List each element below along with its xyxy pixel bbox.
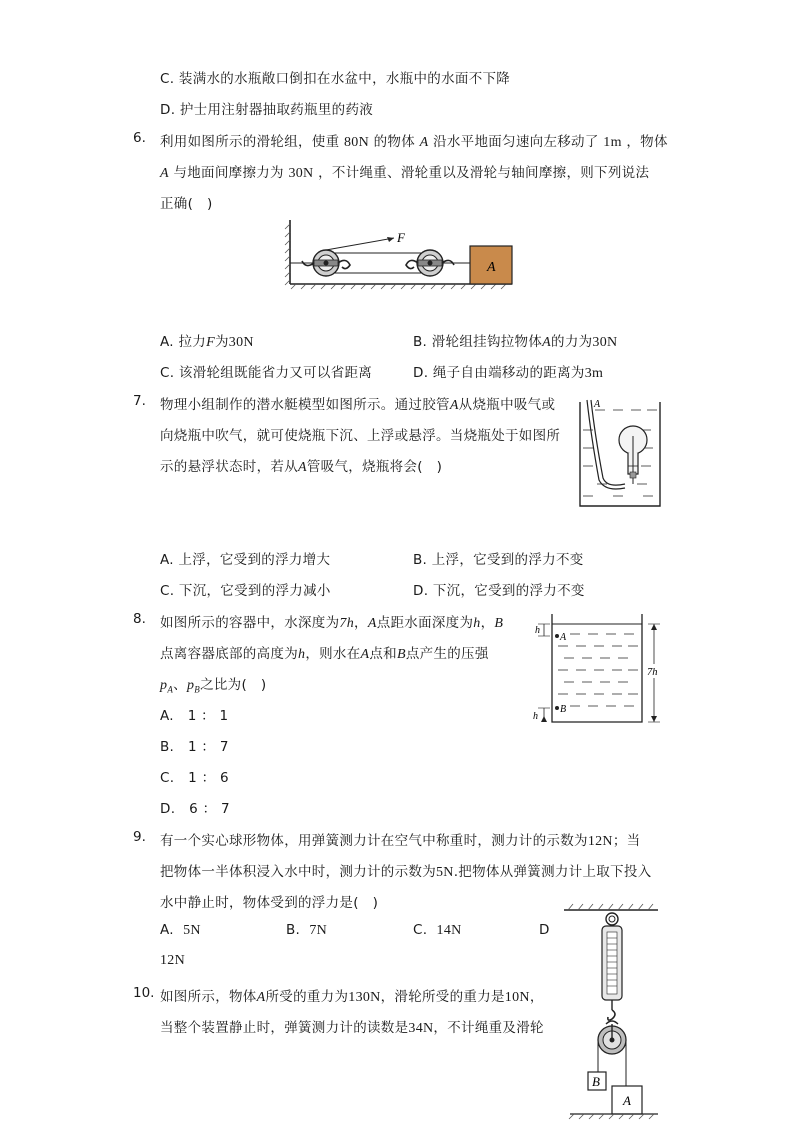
text: 点距水面深度为 bbox=[376, 615, 474, 631]
text: ， bbox=[480, 615, 495, 631]
q8-option-c: C. 1 ： 6 bbox=[160, 770, 229, 786]
text: 点产生的压强 bbox=[405, 646, 489, 662]
variable: A bbox=[367, 616, 377, 631]
force-label-F: F bbox=[397, 230, 405, 245]
q9-stem-line2 bbox=[160, 860, 652, 881]
quantity: 30N bbox=[592, 335, 618, 350]
text: 之比为( ) bbox=[200, 677, 267, 693]
quantity: 12N bbox=[587, 834, 613, 849]
text: 管吸气，烧瓶将会( ) bbox=[306, 459, 443, 475]
q10-stem-line1 bbox=[160, 985, 544, 1006]
water-lines bbox=[558, 634, 638, 706]
block-A-label: A bbox=[623, 1093, 631, 1108]
text: A. 拉力 bbox=[160, 334, 207, 350]
variable: B bbox=[396, 647, 406, 662]
q7-submarine-figure bbox=[577, 396, 663, 510]
q7-stem-line1 bbox=[160, 393, 555, 414]
variable: A bbox=[449, 398, 459, 413]
q5-option-c: C. 装满水的水瓶敞口倒扣在水盆中，水瓶中的水面不下降 bbox=[160, 71, 511, 87]
7h-label: 7h bbox=[647, 667, 658, 678]
text: 有一个实心球形物体，用弹簧测力计在空气中称重时，测力计的示数为 bbox=[160, 833, 588, 849]
point-A-label: A bbox=[560, 632, 567, 643]
q8-option-a: A. 1 ： 1 bbox=[160, 708, 229, 724]
q8-number: 8. bbox=[133, 611, 146, 627]
q7-number: 7. bbox=[133, 393, 146, 409]
text: 沿水平地面匀速向左移动了 bbox=[433, 134, 599, 150]
block-B-label: B bbox=[592, 1074, 600, 1089]
q9-stem-line3: 水中静止时，物体受到的浮力是( ) bbox=[160, 895, 379, 911]
text: ， bbox=[529, 989, 544, 1005]
quantity: 1m bbox=[603, 135, 622, 150]
text: B. 滑轮组挂钩拉物体 bbox=[413, 334, 543, 350]
q9-option-d-value: 12N bbox=[160, 953, 186, 968]
point-B bbox=[555, 706, 559, 710]
variable: 7h bbox=[339, 616, 355, 631]
text: 的物体 bbox=[373, 134, 416, 150]
ceiling-hatching bbox=[568, 904, 653, 910]
variable: p bbox=[186, 678, 195, 693]
text: 如图所示的容器中，水深度为 bbox=[160, 615, 340, 631]
text: ，不计绳重及滑轮 bbox=[433, 1020, 544, 1036]
h-top-label: h bbox=[535, 625, 540, 636]
text: D. 绳子自由端移动的距离为 bbox=[413, 365, 585, 381]
q9-number: 9. bbox=[133, 829, 146, 845]
free-rope bbox=[326, 238, 394, 250]
text: 物理小组制作的潜水艇模型如图所示。通过胶管 bbox=[160, 397, 450, 413]
q6-option-c: C. 该滑轮组既能省力又可以省距离 bbox=[160, 365, 373, 381]
q8-stem-line1 bbox=[160, 611, 503, 632]
text: 利用如图所示的滑轮组，使重 bbox=[160, 134, 340, 150]
text: 点和 bbox=[369, 646, 397, 662]
q9-stem-line1 bbox=[160, 829, 640, 850]
quantity: 30N bbox=[288, 166, 314, 181]
q8-stem-line3 bbox=[160, 673, 266, 695]
q7-option-d: D. 下沉，它受到的浮力不变 bbox=[413, 583, 585, 599]
q7-option-c: C. 下沉，它受到的浮力减小 bbox=[160, 583, 331, 599]
variable: A bbox=[298, 460, 307, 475]
variable: h bbox=[473, 616, 481, 631]
text: ，滑轮所受的重力是 bbox=[380, 989, 505, 1005]
q6-pulley-figure bbox=[284, 216, 516, 290]
quantity: 5N bbox=[436, 865, 454, 880]
variable: F bbox=[206, 335, 215, 350]
q10-stem-line2 bbox=[160, 1016, 544, 1037]
text: ，则水在 bbox=[305, 646, 361, 662]
text: 如图所示，物体 bbox=[160, 989, 257, 1005]
quantity: 5N bbox=[183, 923, 201, 938]
text: 所受的重力为 bbox=[265, 989, 349, 1005]
variable: B bbox=[494, 616, 504, 631]
text: .把物体从弹簧测力计上取下投入 bbox=[453, 864, 652, 880]
quantity: 7N bbox=[309, 923, 328, 938]
q7-stem-line3 bbox=[160, 455, 442, 476]
text: A. bbox=[160, 922, 174, 938]
text: 、 bbox=[173, 677, 187, 693]
q8-container-figure bbox=[530, 612, 666, 726]
block-A-label: A bbox=[487, 260, 496, 275]
q6-option-b bbox=[413, 330, 617, 351]
text: 与地面间摩擦力为 bbox=[173, 165, 284, 181]
q10-number: 10. bbox=[133, 985, 155, 1001]
text: 当整个装置静止时，弹簧测力计的读数是 bbox=[160, 1020, 409, 1036]
variable: h bbox=[298, 647, 306, 662]
text: ，不计绳重、滑轮重以及滑轮与轴间摩擦，则下列说法 bbox=[318, 165, 650, 181]
variable: A bbox=[256, 990, 266, 1005]
q6-stem-line1 bbox=[160, 130, 668, 151]
text: 点离容器底部的高度为 bbox=[160, 646, 298, 662]
text: ，物体 bbox=[626, 134, 668, 150]
q5-option-d: D. 护士用注射器抽取药瓶里的药液 bbox=[160, 102, 374, 118]
quantity: 130N bbox=[348, 990, 381, 1005]
text: 示的悬浮状态时，若从 bbox=[160, 459, 298, 475]
quantity: 3m bbox=[584, 366, 604, 381]
q6-option-a bbox=[160, 330, 254, 351]
hook-icon bbox=[608, 1010, 615, 1020]
quantity: 10N bbox=[504, 990, 530, 1005]
variable: A bbox=[542, 335, 552, 350]
subscript: A bbox=[167, 684, 174, 695]
subscript: B bbox=[194, 684, 201, 695]
q7-stem-line2: 向烧瓶中吹气，就可使烧瓶下沉、上浮或悬浮。当烧瓶处于如图所 bbox=[160, 428, 561, 444]
q10-spring-scale-figure bbox=[560, 900, 662, 1120]
text: 把物体一半体积浸入水中时，测力计的示数为 bbox=[160, 864, 436, 880]
quantity: 30N bbox=[228, 335, 254, 350]
tank bbox=[580, 402, 660, 506]
text: ， bbox=[354, 615, 368, 631]
q9-option-b bbox=[286, 922, 327, 939]
quantity: 34N bbox=[408, 1021, 434, 1036]
q8-option-d: D. 6 ： 7 bbox=[160, 801, 230, 817]
floor-hatching bbox=[569, 1114, 654, 1119]
point-B-label: B bbox=[560, 704, 567, 715]
point-A bbox=[555, 634, 559, 638]
variable: A bbox=[360, 647, 370, 662]
q8-option-b: B. 1 ： 7 bbox=[160, 739, 229, 755]
text: B. bbox=[286, 922, 301, 938]
q6-option-d bbox=[413, 361, 603, 382]
q7-option-b: B. 上浮，它受到的浮力不变 bbox=[413, 552, 584, 568]
variable: A bbox=[419, 135, 429, 150]
text: 为 bbox=[214, 334, 229, 350]
q9-option-a bbox=[160, 922, 201, 939]
q6-stem-line3: 正确( ) bbox=[160, 196, 213, 212]
text: C. bbox=[413, 922, 428, 938]
variable: p bbox=[160, 678, 168, 693]
h-bottom-label: h bbox=[533, 711, 538, 722]
variable: A bbox=[160, 166, 169, 181]
q8-stem-line2 bbox=[160, 642, 489, 663]
quantity: 14N bbox=[436, 923, 462, 938]
pulley bbox=[598, 1021, 626, 1054]
q7-option-a: A. 上浮，它受到的浮力增大 bbox=[160, 552, 331, 568]
q6-stem-line2 bbox=[160, 161, 649, 182]
text: ；当 bbox=[612, 833, 641, 849]
quantity: 80N bbox=[344, 135, 370, 150]
spring-scale bbox=[602, 926, 622, 1020]
q9-option-c bbox=[413, 922, 462, 939]
tube-A-label: A bbox=[594, 399, 601, 410]
top-ring bbox=[606, 913, 618, 925]
text: 的力为 bbox=[551, 334, 593, 350]
text: 从烧瓶中吸气或 bbox=[458, 397, 556, 413]
flask bbox=[619, 426, 647, 484]
q6-number: 6. bbox=[133, 130, 146, 146]
q9-option-d: D bbox=[539, 922, 550, 938]
